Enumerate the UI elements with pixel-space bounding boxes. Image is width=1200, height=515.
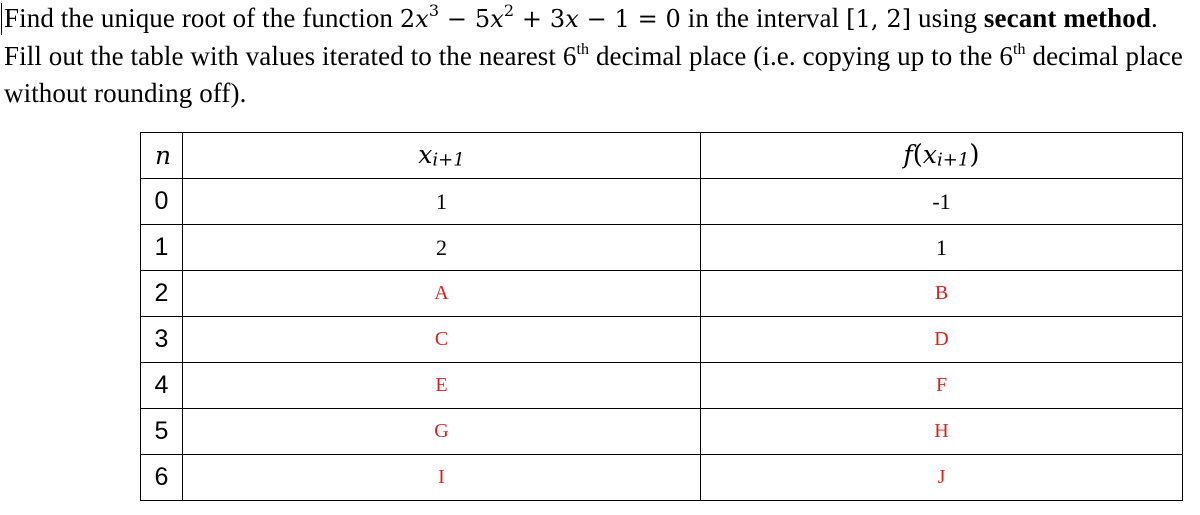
table-header-row [141,133,1183,179]
cell-f: F [701,363,1183,409]
cell-n: 0 [141,179,183,225]
cell-x: 1 [183,179,701,225]
table-row [141,225,1183,271]
problem-mid: in the interval [680,3,847,33]
cell-f: B [701,271,1183,317]
cell-x: A [183,271,701,317]
cell-n: 6 [141,455,183,501]
cell-f: -1 [701,179,1183,225]
header-n: n [141,133,183,179]
problem-intro: Find the unique root of the function [4,3,400,33]
table-row [141,455,1183,501]
table-row [141,363,1183,409]
interval: [1, 2] [846,5,912,33]
method-name: secant method [983,3,1151,33]
header-x: $x_{i+1}$ [183,133,701,179]
cell-n: 1 [141,225,183,271]
table-row [141,179,1183,225]
table-body [141,179,1183,501]
cell-n: 4 [141,363,183,409]
cell-x: 2 [183,225,701,271]
cell-n: 3 [141,317,183,363]
cell-x: G [183,409,701,455]
cell-f: J [701,455,1183,501]
problem-statement: Find the unique root of the function $2x^3 - 5x^2 + 3x - 1 = 0$ in the interval [1, 2] using secant method. Fill out the table with values iterated to the nearest 6th decimal place (i.e. copying up to the 6th decimal place without rounding off). [4,0,1196,112]
table-row [141,271,1183,317]
cell-n: 5 [141,409,183,455]
cell-f: 1 [701,225,1183,271]
text-cursor [1,3,2,35]
table-row [141,409,1183,455]
header-f: $f(x_{i+1})$ [701,133,1183,179]
cell-x: E [183,363,701,409]
function-equation: $2x^3 - 5x^2 + 3x - 1 = 0$ [399,0,681,33]
table-row [141,317,1183,363]
cell-n: 2 [141,271,183,317]
cell-f: D [701,317,1183,363]
cell-x: C [183,317,701,363]
iteration-table [140,132,1183,501]
cell-f: H [701,409,1183,455]
cell-x: I [183,455,701,501]
